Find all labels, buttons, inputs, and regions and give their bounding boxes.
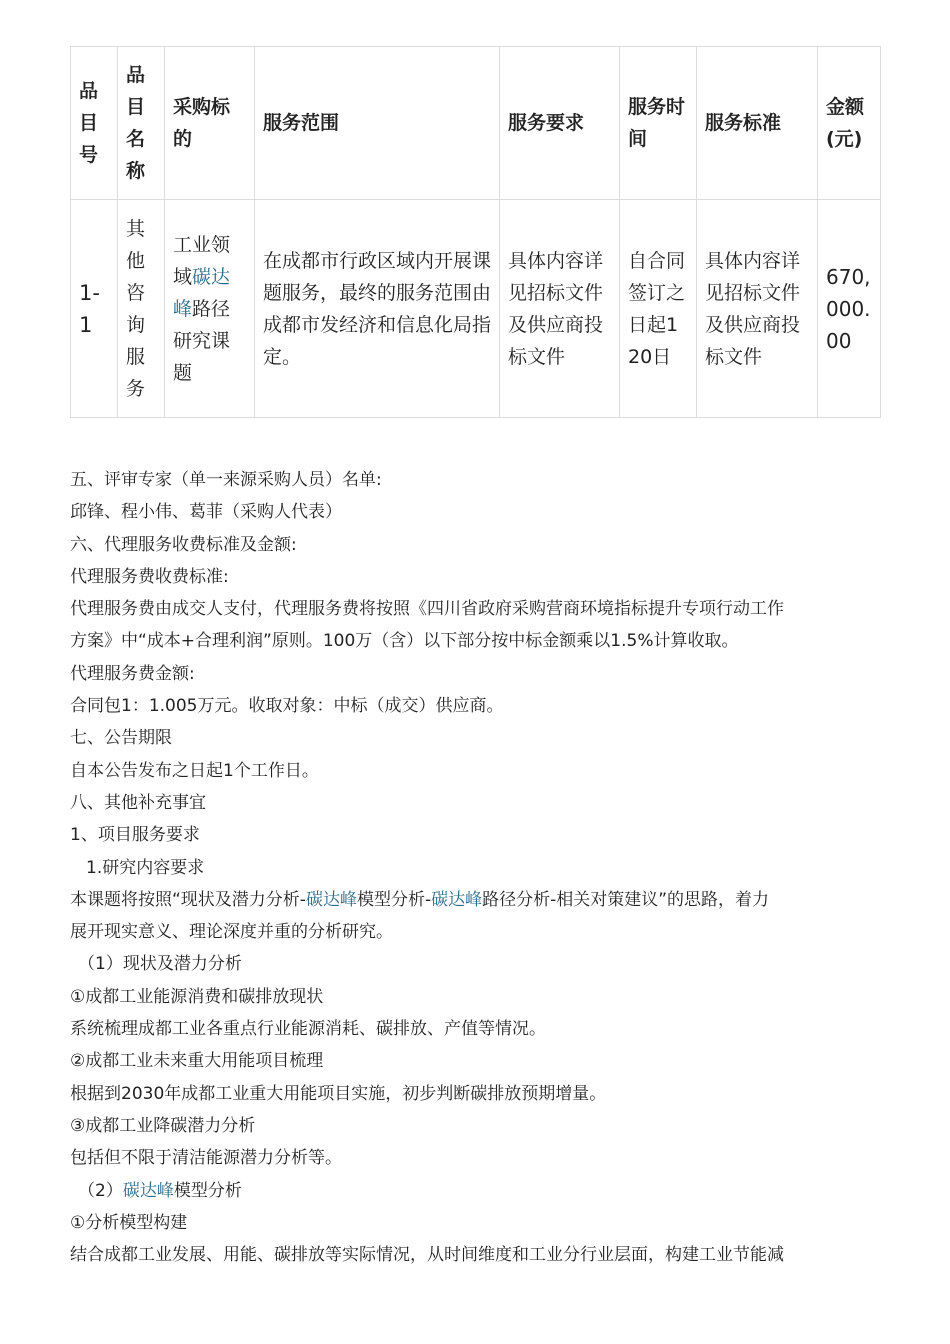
intro-c: 路径分析-相关对策建议”的思路，着力 <box>482 889 770 910</box>
header-scope: 服务范围 <box>255 47 500 200</box>
cell-time: 自合同签订之日起120日 <box>620 200 697 418</box>
section-7-title: 七、公告期限 <box>70 728 172 749</box>
section-6-amount: 合同包1：1.005万元。收取对象：中标（成交）供应商。 <box>70 696 504 717</box>
part-2-title <box>70 1175 880 1207</box>
part-1-a-text: 系统梳理成都工业各重点行业能源消耗、碳排放、产值等情况。 <box>70 1019 546 1040</box>
cell-requirement: 具体内容详见招标文件及供应商投标文件 <box>500 200 620 418</box>
target-text-post: 路径研究课题 <box>173 297 231 384</box>
intro-line1 <box>70 884 880 916</box>
table-header-row <box>71 47 881 200</box>
section-5-names: 邱锋、程小伟、葛菲（采购人代表） <box>70 502 342 523</box>
cell-item-name: 其他咨询服务 <box>118 200 165 418</box>
intro-a: 本课题将按照“现状及潜力分析- <box>70 889 306 910</box>
section-6-amount-label: 代理服务费金额: <box>70 663 195 684</box>
part-1-b-text: 根据到2030年成都工业重大用能项目实施，初步判断碳排放预期增量。 <box>70 1083 607 1104</box>
document-page <box>70 46 880 1271</box>
intro-link-carbon-peak-2[interactable]: 碳达峰 <box>431 889 483 910</box>
cell-item-no: 1-1 <box>71 200 118 418</box>
cell-scope: 在成都市行政区域内开展课题服务，最终的服务范围由成都市发经济和信息化局指定。 <box>255 200 500 418</box>
part-2-pre: （2） <box>78 1180 123 1201</box>
part-2-post: 模型分析 <box>173 1180 242 1201</box>
section-5-title: 五、评审专家（单一来源采购人员）名单: <box>70 470 382 490</box>
section-6-standard-line1: 代理服务费由成交人支付，代理服务费将按照《四川省政府采购营商环境指标提升专项行动工作 <box>70 599 784 620</box>
cell-standard: 具体内容详见招标文件及供应商投标文件 <box>697 200 818 418</box>
section-6-standard-line2: 方案》中“成本+合理利润”原则。100万（含）以下部分按中标金额乘以1.5%计算收取。 <box>70 631 739 652</box>
table-row <box>71 200 881 418</box>
part-1-a: ①成都工业能源消费和碳排放现状 <box>70 986 324 1007</box>
header-amount: 金额(元) <box>818 47 881 200</box>
cell-target <box>165 200 255 418</box>
part-2-a: ①分析模型构建 <box>70 1212 188 1233</box>
announcement-body <box>70 464 880 1271</box>
section-7-text: 自本公告发布之日起1个工作日。 <box>70 760 319 781</box>
section-8-1: 1、项目服务要求 <box>70 825 200 846</box>
intro-b: 模型分析- <box>356 889 432 910</box>
header-item-no: 品目号 <box>71 47 118 200</box>
intro-line2: 展开现实意义、理论深度并重的分析研究。 <box>70 922 393 943</box>
header-time: 服务时间 <box>620 47 697 200</box>
section-8-1-1: 1.研究内容要求 <box>86 857 205 878</box>
part-1-title: （1）现状及潜力分析 <box>78 954 242 975</box>
part-1-c-text: 包括但不限于清洁能源潜力分析等。 <box>70 1148 342 1169</box>
part-2-link-carbon-peak[interactable]: 碳达峰 <box>122 1180 174 1201</box>
section-8-title: 八、其他补充事宜 <box>70 792 206 813</box>
procurement-table <box>70 46 881 418</box>
header-standard: 服务标准 <box>697 47 818 200</box>
header-item-name: 品目名称 <box>118 47 165 200</box>
part-1-c: ③成都工业降碳潜力分析 <box>70 1115 256 1136</box>
part-1-b: ②成都工业未来重大用能项目梳理 <box>70 1051 324 1072</box>
header-requirement: 服务要求 <box>500 47 620 200</box>
intro-link-carbon-peak-1[interactable]: 碳达峰 <box>305 889 357 910</box>
section-6-standard-label: 代理服务费收费标准: <box>70 566 229 587</box>
target-link-carbon-peak[interactable]: 碳达峰 <box>173 265 231 320</box>
cell-amount: 670,000.00 <box>818 200 881 418</box>
section-6-title: 六、代理服务收费标准及金额: <box>70 534 297 555</box>
header-target: 采购标的 <box>165 47 255 200</box>
part-2-a-text: 结合成都工业发展、用能、碳排放等实际情况，从时间维度和工业分行业层面，构建工业节能减 <box>70 1245 784 1266</box>
target-text-pre: 工业领域 <box>173 233 231 288</box>
